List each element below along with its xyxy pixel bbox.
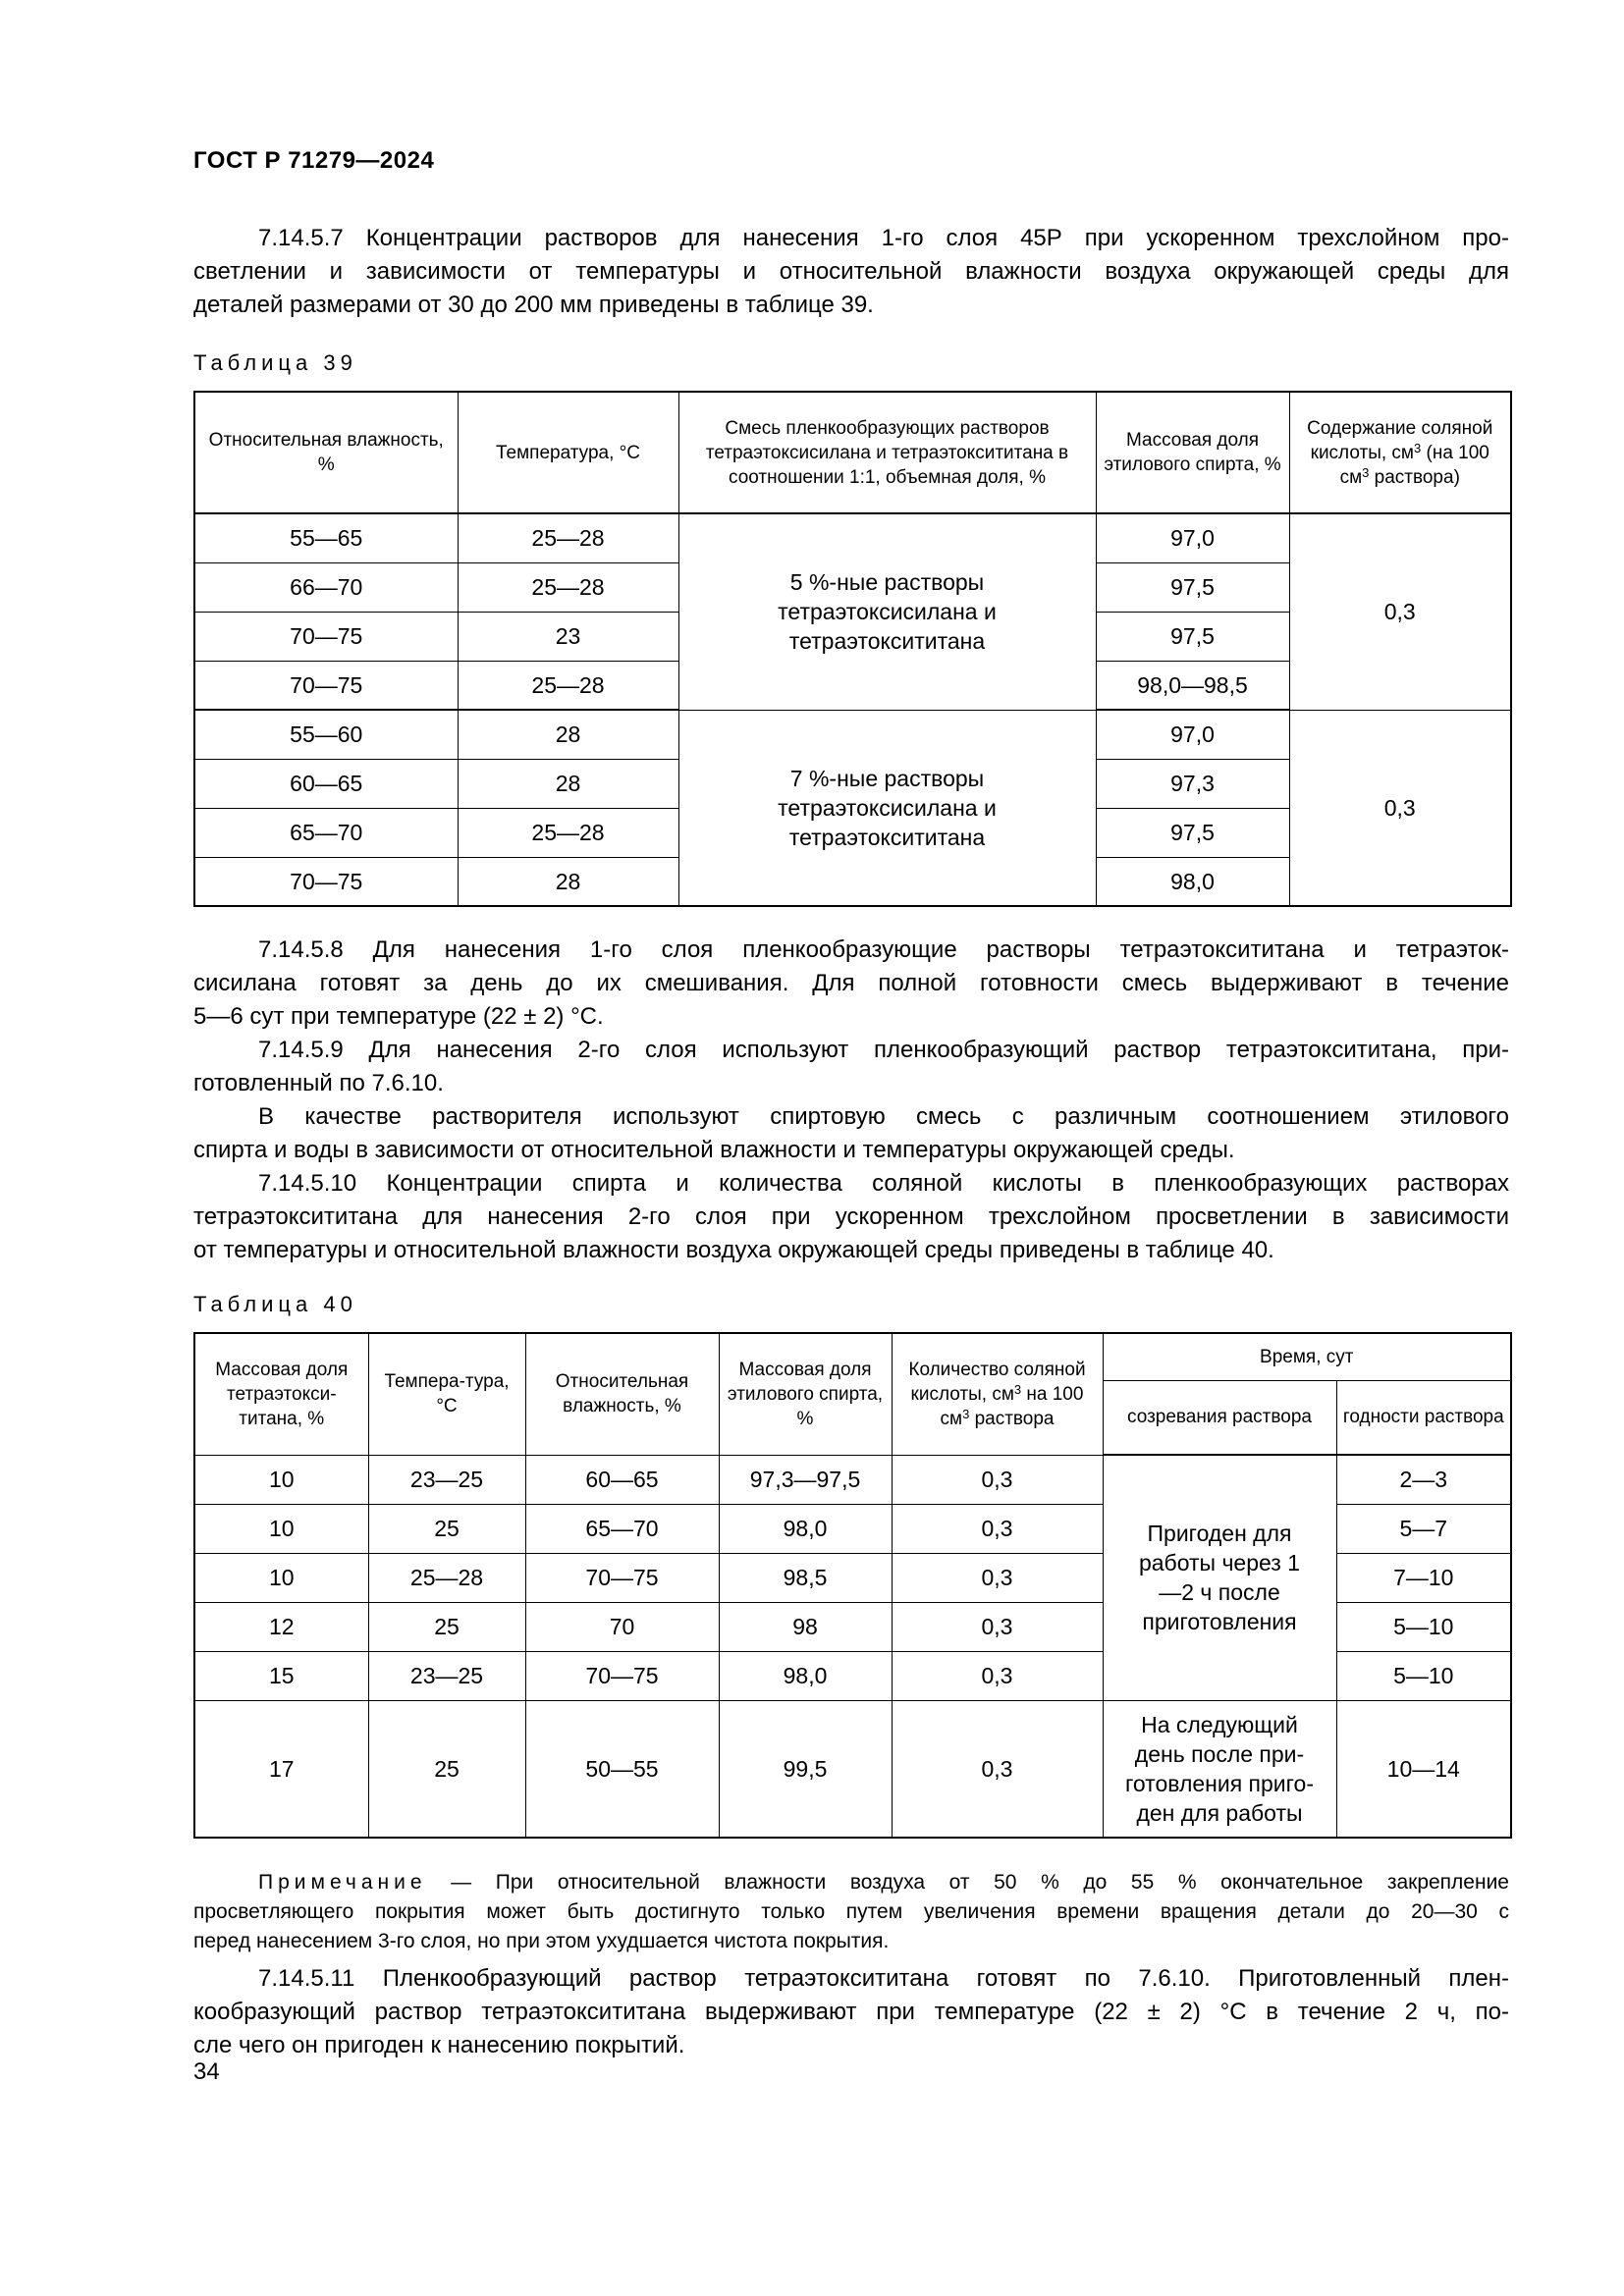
cell-alcohol: 98,0—98,5 [1096, 661, 1289, 710]
table-row [194, 1455, 1511, 1504]
cell-titanium: 15 [194, 1651, 368, 1700]
cell-humidity: 50—55 [525, 1700, 719, 1838]
cell-temperature: 25 [368, 1504, 525, 1553]
paragraph-solvent [193, 1100, 1509, 1167]
cell-humidity: 70—75 [194, 612, 458, 661]
text-line: 7.14.5.8 Для нанесения 1-го слоя пленкообразующие растворы тетраэтоксититана и тетраэток- [258, 936, 1509, 963]
cell-hcl: 0,3 [892, 1651, 1103, 1700]
cell-temperature: 23 [458, 612, 678, 661]
cell-hcl: 0,3 [1289, 513, 1511, 710]
cell-mixture: 7 %-ные растворы тетраэтоксисилана и тетраэтоксититана [678, 710, 1096, 906]
cell-mixture: 5 %-ные растворы тетраэтоксисилана и тетраэтоксититана [678, 513, 1096, 710]
cell-ripening: Пригоден для работы через 1—2 ч после приготовления [1103, 1455, 1336, 1700]
cell-alcohol: 98,5 [719, 1553, 892, 1602]
cell-hcl: 0,3 [892, 1553, 1103, 1602]
cell-temperature: 25 [368, 1602, 525, 1651]
text-line: сле чего он пригоден к нанесению покрытий. [193, 2032, 685, 2058]
cell-hcl: 0,3 [892, 1700, 1103, 1838]
cell-temperature: 25—28 [458, 513, 678, 562]
col-header-validity: годности раствора [1336, 1380, 1511, 1455]
cell-titanium: 10 [194, 1455, 368, 1504]
col-header-alcohol: Массовая доля этилового спирта, % [719, 1333, 892, 1455]
table-40 [193, 1332, 1512, 1839]
cell-temperature: 28 [458, 710, 678, 759]
text-line: 7.14.5.11 Пленкообразующий раствор тетраэтоксититана готовят по 7.6.10. Приготовленный плен- [258, 1965, 1509, 1992]
cell-validity: 2—3 [1336, 1455, 1511, 1504]
cell-validity: 5—10 [1336, 1651, 1511, 1700]
cell-alcohol: 98,0 [719, 1504, 892, 1553]
cell-validity: 5—7 [1336, 1504, 1511, 1553]
cell-alcohol: 98,0 [1096, 857, 1289, 906]
paragraph-7-14-5-11 [193, 1962, 1509, 2062]
table-row [194, 1700, 1511, 1838]
col-header-temperature: Температура, °C [458, 392, 678, 513]
cell-temperature: 25—28 [458, 661, 678, 710]
cell-titanium: 10 [194, 1504, 368, 1553]
table-39 [193, 391, 1512, 907]
col-header-ripening: созревания раствора [1103, 1380, 1336, 1455]
text-line: В качестве растворителя используют спиртовую смесь с различным соотношением этилового [258, 1103, 1509, 1130]
text-line: перед нанесением 3-го слоя, но при этом ухудшается чистота покрытия. [193, 1930, 890, 1952]
cell-alcohol: 97,0 [1096, 513, 1289, 562]
cell-temperature: 28 [458, 857, 678, 906]
cell-hcl: 0,3 [892, 1602, 1103, 1651]
text-line: светлении и зависимости от температуры и относительной влажности воздуха окружающей среды для [193, 258, 1509, 285]
text-line: 7.14.5.9 Для нанесения 2-го слоя используют пленкообразующий раствор тетраэтоксититана, при- [258, 1037, 1509, 1063]
col-header-time: Время, сут [1103, 1333, 1511, 1380]
text-line: сисилана готовят за день до их смешивания. Для полной готовности смесь выдерживают в течение [193, 970, 1509, 996]
cell-alcohol: 98 [719, 1602, 892, 1651]
cell-hcl: 0,3 [892, 1455, 1103, 1504]
cell-humidity: 70—75 [525, 1651, 719, 1700]
cell-temperature: 25—28 [368, 1553, 525, 1602]
col-header-hcl: Количество соляной кислоты, $см^3$ на 100 $см^3$ раствора [892, 1333, 1103, 1455]
cell-hcl: 0,3 [1289, 710, 1511, 906]
col-header-temperature: Темпера-тура, °C [368, 1333, 525, 1455]
cell-humidity: 55—60 [194, 710, 458, 759]
col-header-alcohol: Массовая доля этилового спирта, % [1096, 392, 1289, 513]
cell-alcohol: 98,0 [719, 1651, 892, 1700]
cell-alcohol: 97,5 [1096, 562, 1289, 612]
cell-temperature: 23—25 [368, 1651, 525, 1700]
cell-titanium: 10 [194, 1553, 368, 1602]
text-line: спирта и воды в зависимости от относительной влажности и температуры окружающей среды. [193, 1137, 1235, 1163]
cell-temperature: 25 [368, 1700, 525, 1838]
text-line: 5—6 сут при температуре (22 ± 2) °С. [193, 1003, 604, 1030]
text-line: от температуры и относительной влажности воздуха окружающей среды приведены в таблице 40. [193, 1237, 1274, 1263]
text-line: готовленный по 7.6.10. [193, 1070, 444, 1096]
col-header-hcl: Содержание соляной кислоты, $см^3$ (на 100 $см^3$ раствора) [1289, 392, 1511, 513]
cell-humidity: 55—65 [194, 513, 458, 562]
page-number: 34 [193, 2058, 220, 2085]
cell-alcohol: 97,5 [1096, 612, 1289, 661]
note-label: Примечание [258, 1871, 427, 1894]
cell-humidity: 70—75 [194, 661, 458, 710]
cell-temperature: 28 [458, 759, 678, 808]
text-line: — При относительной влажности воздуха от 50 % до 55 % окончательное закрепление [426, 1871, 1509, 1894]
cell-humidity: 70—75 [194, 857, 458, 906]
col-header-humidity: Относительная влажность, % [525, 1333, 719, 1455]
cell-titanium: 17 [194, 1700, 368, 1838]
table-row [194, 710, 1511, 759]
text-line: кообразующий раствор тетраэтоксититана выдерживают при температуре (22 ± 2) °С в течение 2 ч, по- [193, 1999, 1509, 2025]
cell-ripening: На следующий день после при-готовления приго-ден для работы [1103, 1700, 1336, 1838]
table-row [194, 513, 1511, 562]
cell-hcl: 0,3 [892, 1504, 1103, 1553]
paragraph-7-14-5-10 [193, 1167, 1509, 1267]
paragraph-7-14-5-7 [193, 222, 1509, 322]
cell-alcohol: 99,5 [719, 1700, 892, 1838]
cell-temperature: 23—25 [368, 1455, 525, 1504]
table-note [193, 1868, 1509, 1956]
text-line: тетраэтоксититана для нанесения 2-го слоя при ускоренном трехслойном просветлении в зависимости [193, 1203, 1509, 1230]
col-header-mixture: Смесь пленкообразующих растворов тетраэтоксисилана и тетраэтоксититана в соотношении 1:1, объемная доля, % [678, 392, 1096, 513]
cell-alcohol: 97,3—97,5 [719, 1455, 892, 1504]
text-line: просветляющего покрытия может быть достигнуто только путем увеличения времени вращения детали до 20—30 с [193, 1900, 1509, 1923]
table-40-caption: Таблица 40 [193, 1292, 357, 1316]
text-line: 7.14.5.10 Концентрации спирта и количества соляной кислоты в пленкообразующих растворах [258, 1170, 1509, 1197]
text-line: 7.14.5.7 Концентрации растворов для нанесения 1-го слоя 45Р при ускоренном трехслойном про- [258, 225, 1509, 251]
cell-titanium: 12 [194, 1602, 368, 1651]
cell-validity: 10—14 [1336, 1700, 1511, 1838]
cell-alcohol: 97,3 [1096, 759, 1289, 808]
cell-humidity: 60—65 [525, 1455, 719, 1504]
col-header-humidity: Относительная влажность, % [194, 392, 458, 513]
cell-humidity: 66—70 [194, 562, 458, 612]
cell-humidity: 65—70 [194, 808, 458, 857]
cell-temperature: 25—28 [458, 808, 678, 857]
cell-humidity: 60—65 [194, 759, 458, 808]
cell-validity: 7—10 [1336, 1553, 1511, 1602]
cell-humidity: 70—75 [525, 1553, 719, 1602]
cell-humidity: 70 [525, 1602, 719, 1651]
table-39-caption: Таблица 39 [193, 350, 357, 375]
text-line: деталей размерами от 30 до 200 мм приведены в таблице 39. [193, 292, 874, 318]
cell-alcohol: 97,5 [1096, 808, 1289, 857]
paragraph-7-14-5-9 [193, 1034, 1509, 1100]
paragraph-7-14-5-8 [193, 934, 1509, 1034]
cell-humidity: 65—70 [525, 1504, 719, 1553]
cell-temperature: 25—28 [458, 562, 678, 612]
col-header-titanium: Массовая доля тетраэтокси-титана, % [194, 1333, 368, 1455]
cell-alcohol: 97,0 [1096, 710, 1289, 759]
cell-validity: 5—10 [1336, 1602, 1511, 1651]
document-header: ГОСТ Р 71279—2024 [193, 147, 435, 174]
